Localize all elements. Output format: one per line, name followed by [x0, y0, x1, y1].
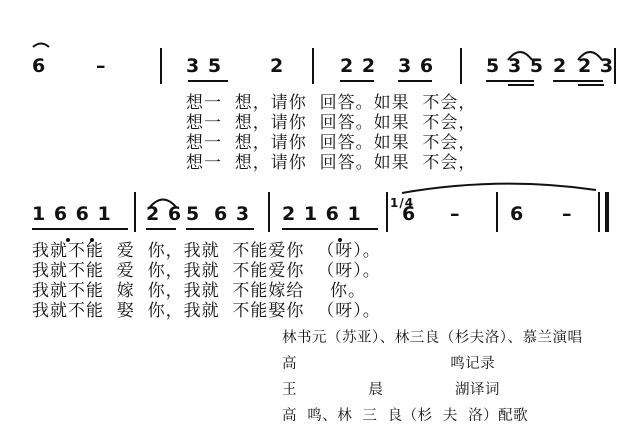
credit-performers: 林书元（苏亚）、林三良（杉夫洛）、慕兰演唱 — [282, 330, 583, 346]
underline — [508, 84, 534, 86]
underline — [578, 84, 604, 86]
bar-line — [134, 192, 136, 232]
lyric-line: 我就不能 娶 你，我就 不能娶你 （呀）。 — [32, 301, 381, 321]
note-6: 6 — [510, 203, 525, 225]
note-5: 5 — [486, 55, 501, 77]
note-group: 3 5 — [186, 55, 223, 77]
underline — [553, 80, 603, 82]
underline — [186, 228, 254, 230]
lyric-line: 想一 想，请你 回答。如果 不会， — [186, 133, 477, 153]
note-dash: – — [96, 55, 107, 77]
underline — [398, 80, 432, 82]
bar-line — [386, 192, 388, 232]
note-6: 6 — [32, 55, 47, 77]
lyric-line: 我就不能 爱 你，我就 不能爱你 （呀）。 — [32, 261, 381, 281]
bar-line — [496, 192, 498, 232]
credit-lyric-fitting: 高 鸣、林 三 良（杉 夫 洛）配歌 — [282, 408, 529, 424]
lyric-line: 想一 想，请你 回答。如果 不会， — [186, 93, 477, 113]
note-6: 6 — [402, 203, 417, 225]
lyric-line: 我就不能 嫁 你，我就 不能嫁给 你。 — [32, 281, 367, 301]
underline — [282, 228, 378, 230]
final-bar-thick — [605, 192, 609, 232]
credit-translator: 王 晨 湖译词 — [282, 382, 501, 398]
note-group: 2 6 — [146, 203, 183, 225]
bar-line — [268, 192, 270, 232]
note-group: 2 3 — [578, 55, 615, 77]
note-5: 5 — [186, 203, 201, 225]
underline — [486, 80, 534, 82]
note-group: 3 6 — [398, 55, 435, 77]
tie-arc — [402, 184, 596, 193]
underline — [340, 80, 374, 82]
final-bar-thin — [598, 192, 600, 232]
underline — [32, 228, 128, 230]
bar-line — [460, 48, 462, 84]
note-group: 1 6 6 1 — [32, 203, 112, 225]
underline — [146, 228, 176, 230]
note-group: 2 1 6 1 — [282, 203, 362, 225]
lyric-line: 我就不能 爱 你，我就 不能爱你 （呀）。 — [32, 241, 381, 261]
lyric-line: 想一 想，请你 回答。如果 不会， — [186, 153, 477, 173]
note-group: 3 5 — [508, 55, 545, 77]
bar-line — [614, 48, 616, 84]
note-group: 6 3 — [214, 203, 251, 225]
bar-line — [160, 48, 162, 84]
note-dash: – — [450, 203, 461, 225]
note-2: 2 — [270, 55, 285, 77]
underline — [188, 80, 228, 82]
note-2: 2 — [553, 55, 568, 77]
grace-note: 1/4 — [390, 196, 415, 210]
credit-recorder: 高 鸣记录 — [282, 356, 496, 372]
note-dash: – — [562, 203, 573, 225]
lyric-line: 想一 想，请你 回答。如果 不会， — [186, 113, 477, 133]
bar-line — [312, 48, 314, 84]
slur-1 — [33, 44, 49, 48]
note-group: 2 2 — [340, 55, 377, 77]
